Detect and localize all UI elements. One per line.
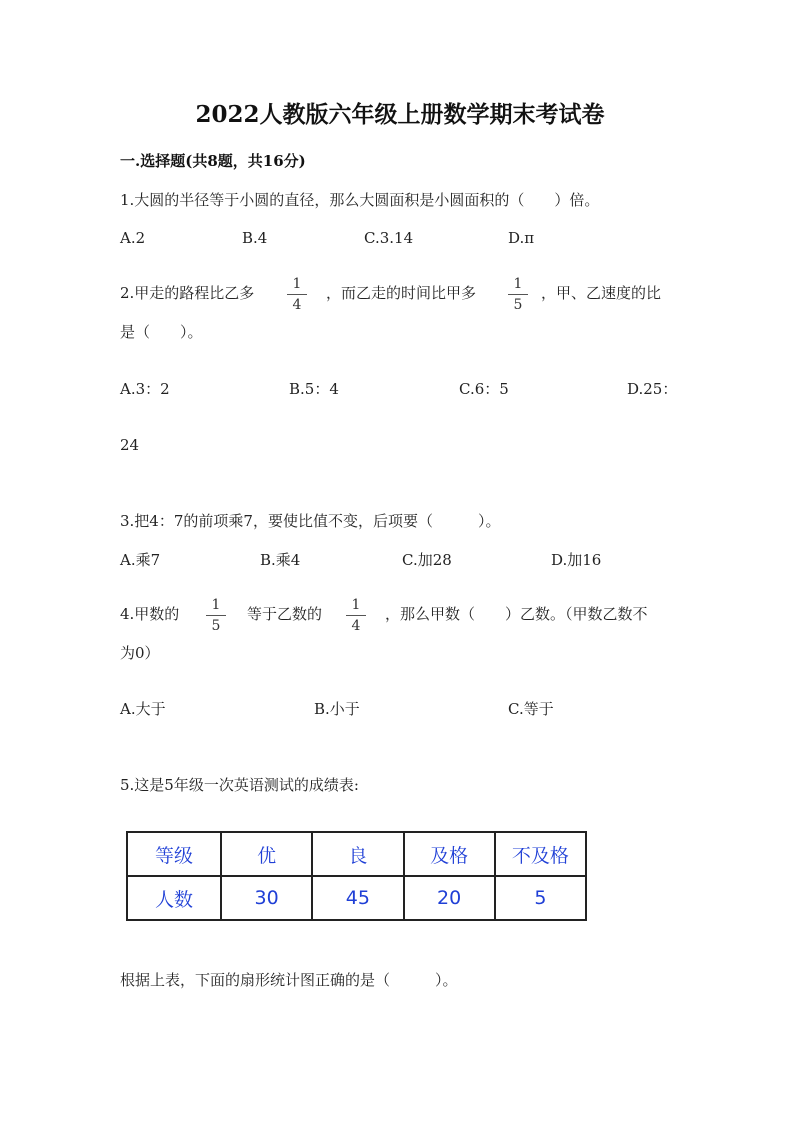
q4-fraction-2-denominator: 4 <box>351 618 361 634</box>
question-1-text: 1.大圆的半径等于小圆的直径，那么大圆面积是小圆面积的（ ）倍。 <box>120 191 600 209</box>
q3-option-d: D.加16 <box>551 551 602 569</box>
table-cell-count-label: 人数 <box>127 876 221 920</box>
table-cell-excellent: 优 <box>221 832 312 876</box>
section-heading: 一.选择题(共8题，共16分) <box>120 152 306 170</box>
table-cell-pass: 及格 <box>404 832 495 876</box>
q2-option-c: C.6：5 <box>459 380 509 398</box>
table-cell-good: 良 <box>312 832 403 876</box>
q4-option-a: A.大于 <box>120 700 166 718</box>
table-cell-good-count: 45 <box>312 876 403 920</box>
question-4-text-part2: 等于乙数的 <box>247 605 323 623</box>
q4-fraction-2 <box>346 598 366 633</box>
q1-option-c: C.3.14 <box>364 229 414 247</box>
table-cell-excellent-count: 30 <box>221 876 312 920</box>
question-2-text-part1: 2.甲走的路程比乙多 <box>120 284 255 302</box>
q4-option-b: B.小于 <box>314 700 360 718</box>
q2-option-b: B.5：4 <box>289 380 339 398</box>
q2-fraction-2 <box>508 277 528 312</box>
table-row-header <box>127 832 586 876</box>
q2-option-d-continued: 24 <box>120 436 140 454</box>
q1-option-b: B.4 <box>242 229 268 247</box>
q2-option-a: A.3：2 <box>120 380 170 398</box>
question-3-text: 3.把4：7的前项乘7，要使比值不变，后项要（ ）。 <box>120 512 501 530</box>
q3-option-b: B.乘4 <box>260 551 301 569</box>
question-2-text-part3: ，甲、乙速度的比 <box>541 284 662 302</box>
q2-fraction-1-numerator: 1 <box>287 277 307 295</box>
question-4-text-part1: 4.甲数的 <box>120 605 180 623</box>
question-2-text-part2: ，而乙走的时间比甲多 <box>326 284 477 302</box>
table-cell-pass-count: 20 <box>404 876 495 920</box>
q2-option-d: D.25： <box>627 380 678 398</box>
q4-fraction-2-numerator: 1 <box>346 598 366 616</box>
q2-fraction-1-denominator: 4 <box>292 297 302 313</box>
question-2-text-line2: 是（ ）。 <box>120 323 203 341</box>
table-cell-fail-count: 5 <box>495 876 586 920</box>
q2-fraction-2-numerator: 1 <box>508 277 528 295</box>
q3-option-c: C.加28 <box>402 551 452 569</box>
grades-table <box>126 831 587 921</box>
question-5-followup: 根据上表，下面的扇形统计图正确的是（ ）。 <box>120 971 458 989</box>
q4-fraction-1 <box>206 598 226 633</box>
table-row-count <box>127 876 586 920</box>
q1-option-d: D.π <box>508 229 535 247</box>
q3-option-a: A.乘7 <box>120 551 161 569</box>
q2-fraction-2-denominator: 5 <box>513 297 523 313</box>
q4-fraction-1-numerator: 1 <box>206 598 226 616</box>
table-cell-grade-label: 等级 <box>127 832 221 876</box>
q4-fraction-1-denominator: 5 <box>211 618 221 634</box>
page-title: 2022人教版六年级上册数学期末考试卷 <box>195 101 605 128</box>
q2-fraction-1 <box>287 277 307 312</box>
question-5-text: 5.这是5年级一次英语测试的成绩表: <box>120 776 359 794</box>
question-4-text-part3: ，那么甲数（ ）乙数。（甲数乙数不 <box>385 605 648 623</box>
table-cell-fail: 不及格 <box>495 832 586 876</box>
q1-option-a: A.2 <box>120 229 146 247</box>
q4-option-c: C.等于 <box>508 700 554 718</box>
question-4-text-line2: 为0） <box>120 644 160 662</box>
